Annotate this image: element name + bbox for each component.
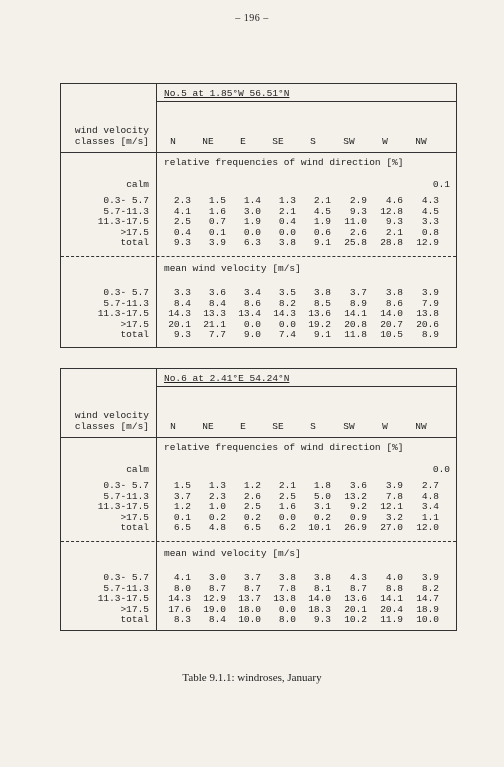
direction-header-n: N bbox=[170, 136, 176, 147]
mean-cell: 8.1 bbox=[313, 582, 331, 594]
freq-cell: 27.0 bbox=[380, 522, 403, 533]
section-divider bbox=[61, 541, 456, 542]
freq-cell: 1.9 bbox=[313, 216, 331, 227]
freq-cell: 4.1 bbox=[173, 205, 191, 217]
mean-cell: 17.6 bbox=[168, 603, 191, 615]
mean-cell: 8.8 bbox=[385, 582, 403, 594]
mean-cell: 3.9 bbox=[421, 572, 439, 583]
class-header-line-1: wind velocity bbox=[74, 410, 149, 421]
freq-cell: 2.5 bbox=[173, 216, 191, 227]
mean-cell: 19.0 bbox=[203, 603, 226, 615]
freq-cell: 1.3 bbox=[208, 480, 226, 491]
mean-cell: 14.0 bbox=[380, 308, 403, 319]
mean-cell: 14.1 bbox=[344, 308, 367, 319]
freq-row-label: total bbox=[120, 522, 149, 533]
freq-cell: 12.0 bbox=[416, 522, 439, 533]
class-header-line-1: wind velocity bbox=[74, 125, 149, 136]
mean-cell: 14.0 bbox=[308, 593, 331, 604]
direction-header-e: E bbox=[240, 421, 246, 432]
mean-cell: 8.0 bbox=[173, 582, 191, 594]
direction-header-ne: NE bbox=[202, 421, 214, 432]
mean-row-label: total bbox=[120, 614, 149, 625]
mean-cell: 3.7 bbox=[349, 287, 367, 298]
direction-header-nw: NW bbox=[415, 136, 427, 147]
direction-header-se: SE bbox=[272, 421, 284, 432]
freq-cell: 1.3 bbox=[278, 195, 296, 206]
mean-cell: 8.0 bbox=[278, 614, 296, 625]
freq-cell: 3.7 bbox=[173, 490, 191, 502]
table-caption: Table 9.1.1: windroses, January bbox=[182, 672, 322, 684]
mean-cell: 14.3 bbox=[168, 593, 191, 604]
freq-cell: 0.1 bbox=[208, 226, 226, 238]
directions-rule bbox=[61, 437, 456, 438]
freq-cell: 26.9 bbox=[344, 522, 367, 533]
freq-cell: 0.4 bbox=[278, 216, 296, 227]
row-label-calm: calm bbox=[126, 179, 149, 190]
mean-cell: 7.8 bbox=[278, 582, 296, 594]
mean-cell: 8.9 bbox=[349, 297, 367, 309]
freq-cell: 1.2 bbox=[243, 480, 261, 491]
mean-cell: 18.9 bbox=[416, 603, 439, 615]
mean-cell: 11.8 bbox=[344, 329, 367, 340]
frequency-section-title: relative frequencies of wind direction [%] bbox=[164, 157, 404, 168]
calm-value: 0.0 bbox=[432, 464, 450, 475]
freq-cell: 1.9 bbox=[243, 216, 261, 227]
freq-cell: 6.3 bbox=[243, 237, 261, 248]
mean-cell: 8.6 bbox=[385, 297, 403, 309]
class-header-line-2: classes [m/s] bbox=[74, 421, 149, 432]
freq-cell: 4.5 bbox=[313, 205, 331, 217]
freq-cell: 12.8 bbox=[380, 205, 403, 217]
freq-row-label: 0.3- 5.7 bbox=[103, 480, 149, 491]
mean-cell: 13.7 bbox=[238, 593, 261, 604]
station-label: No.5 at 1.85°W 56.51°N bbox=[164, 88, 290, 99]
row-label-calm: calm bbox=[126, 464, 149, 475]
freq-cell: 0.0 bbox=[243, 226, 261, 238]
freq-cell: 9.3 bbox=[385, 216, 403, 227]
freq-cell: 4.5 bbox=[421, 205, 439, 217]
mean-cell: 8.7 bbox=[208, 582, 226, 594]
freq-cell: 3.8 bbox=[278, 237, 296, 248]
direction-header-w: W bbox=[382, 136, 388, 147]
mean-row-label: 11.3-17.5 bbox=[97, 308, 149, 319]
freq-cell: 2.1 bbox=[313, 195, 331, 206]
freq-cell: 0.4 bbox=[173, 226, 191, 238]
mean-row-label: 11.3-17.5 bbox=[97, 593, 149, 604]
mean-cell: 20.6 bbox=[416, 318, 439, 330]
mean-cell: 4.0 bbox=[385, 572, 403, 583]
mean-cell: 13.8 bbox=[273, 593, 296, 604]
mean-cell: 7.9 bbox=[421, 297, 439, 309]
freq-cell: 3.4 bbox=[421, 501, 439, 512]
freq-cell: 3.1 bbox=[313, 501, 331, 512]
freq-cell: 6.5 bbox=[243, 522, 261, 533]
mean-cell: 8.6 bbox=[243, 297, 261, 309]
mean-cell: 10.5 bbox=[380, 329, 403, 340]
mean-cell: 10.0 bbox=[416, 614, 439, 625]
mean-cell: 8.4 bbox=[208, 614, 226, 625]
mean-cell: 3.8 bbox=[313, 287, 331, 298]
freq-cell: 2.9 bbox=[349, 195, 367, 206]
freq-cell: 1.0 bbox=[208, 501, 226, 512]
freq-cell: 2.6 bbox=[349, 226, 367, 238]
mean-cell: 8.4 bbox=[173, 297, 191, 309]
freq-row-label: >17.5 bbox=[120, 226, 149, 238]
freq-cell: 0.2 bbox=[313, 511, 331, 523]
direction-header-ne: NE bbox=[202, 136, 214, 147]
mean-cell: 13.3 bbox=[203, 308, 226, 319]
freq-cell: 0.6 bbox=[313, 226, 331, 238]
freq-cell: 5.0 bbox=[313, 490, 331, 502]
freq-cell: 3.9 bbox=[208, 237, 226, 248]
mean-cell: 20.1 bbox=[168, 318, 191, 330]
freq-cell: 0.2 bbox=[243, 511, 261, 523]
freq-cell: 9.1 bbox=[313, 237, 331, 248]
mean-cell: 20.1 bbox=[344, 603, 367, 615]
freq-cell: 0.8 bbox=[421, 226, 439, 238]
mean-cell: 3.5 bbox=[278, 287, 296, 298]
freq-cell: 1.6 bbox=[278, 501, 296, 512]
mean-cell: 8.2 bbox=[278, 297, 296, 309]
station-label: No.6 at 2.41°E 54.24°N bbox=[164, 373, 290, 384]
mean-cell: 0.0 bbox=[243, 318, 261, 330]
mean-row-label: 5.7-11.3 bbox=[103, 582, 149, 594]
freq-row-label: >17.5 bbox=[120, 511, 149, 523]
mean-cell: 3.7 bbox=[243, 572, 261, 583]
freq-cell: 2.3 bbox=[208, 490, 226, 502]
freq-cell: 1.5 bbox=[173, 480, 191, 491]
freq-cell: 6.5 bbox=[173, 522, 191, 533]
freq-cell: 0.7 bbox=[208, 216, 226, 227]
mean-cell: 13.8 bbox=[416, 308, 439, 319]
mean-cell: 0.0 bbox=[278, 318, 296, 330]
freq-cell: 10.1 bbox=[308, 522, 331, 533]
direction-header-n: N bbox=[170, 421, 176, 432]
mean-cell: 9.1 bbox=[313, 329, 331, 340]
freq-cell: 1.1 bbox=[421, 511, 439, 523]
direction-header-s: S bbox=[310, 136, 316, 147]
freq-cell: 2.7 bbox=[421, 480, 439, 491]
freq-cell: 3.2 bbox=[385, 511, 403, 523]
column-divider bbox=[156, 369, 157, 630]
mean-cell: 8.4 bbox=[208, 297, 226, 309]
freq-cell: 4.3 bbox=[421, 195, 439, 206]
freq-cell: 0.2 bbox=[208, 511, 226, 523]
mean-cell: 8.3 bbox=[173, 614, 191, 625]
mean-cell: 4.3 bbox=[349, 572, 367, 583]
mean-cell: 20.7 bbox=[380, 318, 403, 330]
direction-header-sw: SW bbox=[343, 136, 355, 147]
freq-cell: 12.1 bbox=[380, 501, 403, 512]
freq-cell: 9.3 bbox=[349, 205, 367, 217]
mean-row-label: 0.3- 5.7 bbox=[103, 572, 149, 583]
mean-cell: 9.0 bbox=[243, 329, 261, 340]
mean-cell: 13.4 bbox=[238, 308, 261, 319]
mean-cell: 3.8 bbox=[313, 572, 331, 583]
freq-cell: 4.8 bbox=[208, 522, 226, 533]
mean-cell: 7.4 bbox=[278, 329, 296, 340]
freq-cell: 1.6 bbox=[208, 205, 226, 217]
mean-cell: 8.2 bbox=[421, 582, 439, 594]
freq-cell: 28.8 bbox=[380, 237, 403, 248]
freq-cell: 1.2 bbox=[173, 501, 191, 512]
freq-cell: 4.6 bbox=[385, 195, 403, 206]
freq-cell: 1.5 bbox=[208, 195, 226, 206]
mean-row-label: 5.7-11.3 bbox=[103, 297, 149, 309]
freq-row-label: 5.7-11.3 bbox=[103, 490, 149, 502]
freq-cell: 2.5 bbox=[278, 490, 296, 502]
mean-cell: 3.8 bbox=[278, 572, 296, 583]
mean-cell: 13.6 bbox=[308, 308, 331, 319]
freq-row-label: 11.3-17.5 bbox=[97, 501, 149, 512]
freq-cell: 2.3 bbox=[173, 195, 191, 206]
frequency-section-title: relative frequencies of wind direction [%] bbox=[164, 442, 404, 453]
freq-cell: 12.9 bbox=[416, 237, 439, 248]
header-rule bbox=[156, 101, 456, 102]
freq-cell: 13.2 bbox=[344, 490, 367, 502]
mean-cell: 14.3 bbox=[273, 308, 296, 319]
mean-cell: 10.2 bbox=[344, 614, 367, 625]
windrose-table-2 bbox=[60, 368, 457, 631]
mean-cell: 3.9 bbox=[421, 287, 439, 298]
mean-cell: 14.7 bbox=[416, 593, 439, 604]
direction-header-s: S bbox=[310, 421, 316, 432]
freq-cell: 11.0 bbox=[344, 216, 367, 227]
freq-cell: 0.0 bbox=[278, 511, 296, 523]
page-number: – 196 – bbox=[235, 13, 269, 24]
freq-cell: 1.4 bbox=[243, 195, 261, 206]
mean-cell: 13.6 bbox=[344, 593, 367, 604]
freq-cell: 0.0 bbox=[278, 226, 296, 238]
freq-cell: 3.6 bbox=[349, 480, 367, 491]
direction-header-e: E bbox=[240, 136, 246, 147]
freq-cell: 3.3 bbox=[421, 216, 439, 227]
mean-section-title: mean wind velocity [m/s] bbox=[164, 548, 301, 559]
mean-cell: 20.8 bbox=[344, 318, 367, 330]
header-rule bbox=[156, 386, 456, 387]
mean-cell: 14.1 bbox=[380, 593, 403, 604]
freq-row-label: total bbox=[120, 237, 149, 248]
column-divider bbox=[156, 84, 157, 347]
mean-cell: 3.3 bbox=[173, 287, 191, 298]
freq-cell: 0.1 bbox=[173, 511, 191, 523]
freq-cell: 1.8 bbox=[313, 480, 331, 491]
mean-cell: 18.0 bbox=[238, 603, 261, 615]
mean-cell: 9.3 bbox=[313, 614, 331, 625]
mean-cell: 3.8 bbox=[385, 287, 403, 298]
mean-cell: 20.4 bbox=[380, 603, 403, 615]
section-divider bbox=[61, 256, 456, 257]
mean-cell: 3.0 bbox=[208, 572, 226, 583]
mean-cell: 19.2 bbox=[308, 318, 331, 330]
mean-cell: 7.7 bbox=[208, 329, 226, 340]
mean-cell: 14.3 bbox=[168, 308, 191, 319]
direction-header-sw: SW bbox=[343, 421, 355, 432]
mean-section-title: mean wind velocity [m/s] bbox=[164, 263, 301, 274]
freq-cell: 4.8 bbox=[421, 490, 439, 502]
mean-cell: 4.1 bbox=[173, 572, 191, 583]
freq-cell: 6.2 bbox=[278, 522, 296, 533]
freq-cell: 2.6 bbox=[243, 490, 261, 502]
freq-cell: 9.2 bbox=[349, 501, 367, 512]
mean-row-label: >17.5 bbox=[120, 318, 149, 330]
mean-cell: 9.3 bbox=[173, 329, 191, 340]
mean-cell: 3.4 bbox=[243, 287, 261, 298]
mean-row-label: 0.3- 5.7 bbox=[103, 287, 149, 298]
mean-cell: 8.7 bbox=[243, 582, 261, 594]
freq-cell: 2.1 bbox=[278, 205, 296, 217]
mean-cell: 0.0 bbox=[278, 603, 296, 615]
freq-row-label: 5.7-11.3 bbox=[103, 205, 149, 217]
freq-cell: 0.9 bbox=[349, 511, 367, 523]
mean-cell: 8.9 bbox=[421, 329, 439, 340]
direction-header-nw: NW bbox=[415, 421, 427, 432]
freq-cell: 25.8 bbox=[344, 237, 367, 248]
freq-cell: 7.8 bbox=[385, 490, 403, 502]
freq-cell: 3.9 bbox=[385, 480, 403, 491]
direction-header-w: W bbox=[382, 421, 388, 432]
freq-cell: 9.3 bbox=[173, 237, 191, 248]
freq-cell: 2.1 bbox=[278, 480, 296, 491]
direction-header-se: SE bbox=[272, 136, 284, 147]
freq-row-label: 0.3- 5.7 bbox=[103, 195, 149, 206]
class-header-line-2: classes [m/s] bbox=[74, 136, 149, 147]
mean-cell: 12.9 bbox=[203, 593, 226, 604]
calm-value: 0.1 bbox=[432, 179, 450, 190]
freq-cell: 3.0 bbox=[243, 205, 261, 217]
freq-cell: 2.1 bbox=[385, 226, 403, 238]
mean-cell: 8.5 bbox=[313, 297, 331, 309]
windrose-table-1 bbox=[60, 83, 457, 348]
mean-row-label: >17.5 bbox=[120, 603, 149, 615]
mean-cell: 21.1 bbox=[203, 318, 226, 330]
freq-cell: 2.5 bbox=[243, 501, 261, 512]
freq-row-label: 11.3-17.5 bbox=[97, 216, 149, 227]
mean-cell: 8.7 bbox=[349, 582, 367, 594]
directions-rule bbox=[61, 152, 456, 153]
mean-cell: 3.6 bbox=[208, 287, 226, 298]
mean-cell: 10.0 bbox=[238, 614, 261, 625]
mean-row-label: total bbox=[120, 329, 149, 340]
mean-cell: 11.9 bbox=[380, 614, 403, 625]
mean-cell: 18.3 bbox=[308, 603, 331, 615]
